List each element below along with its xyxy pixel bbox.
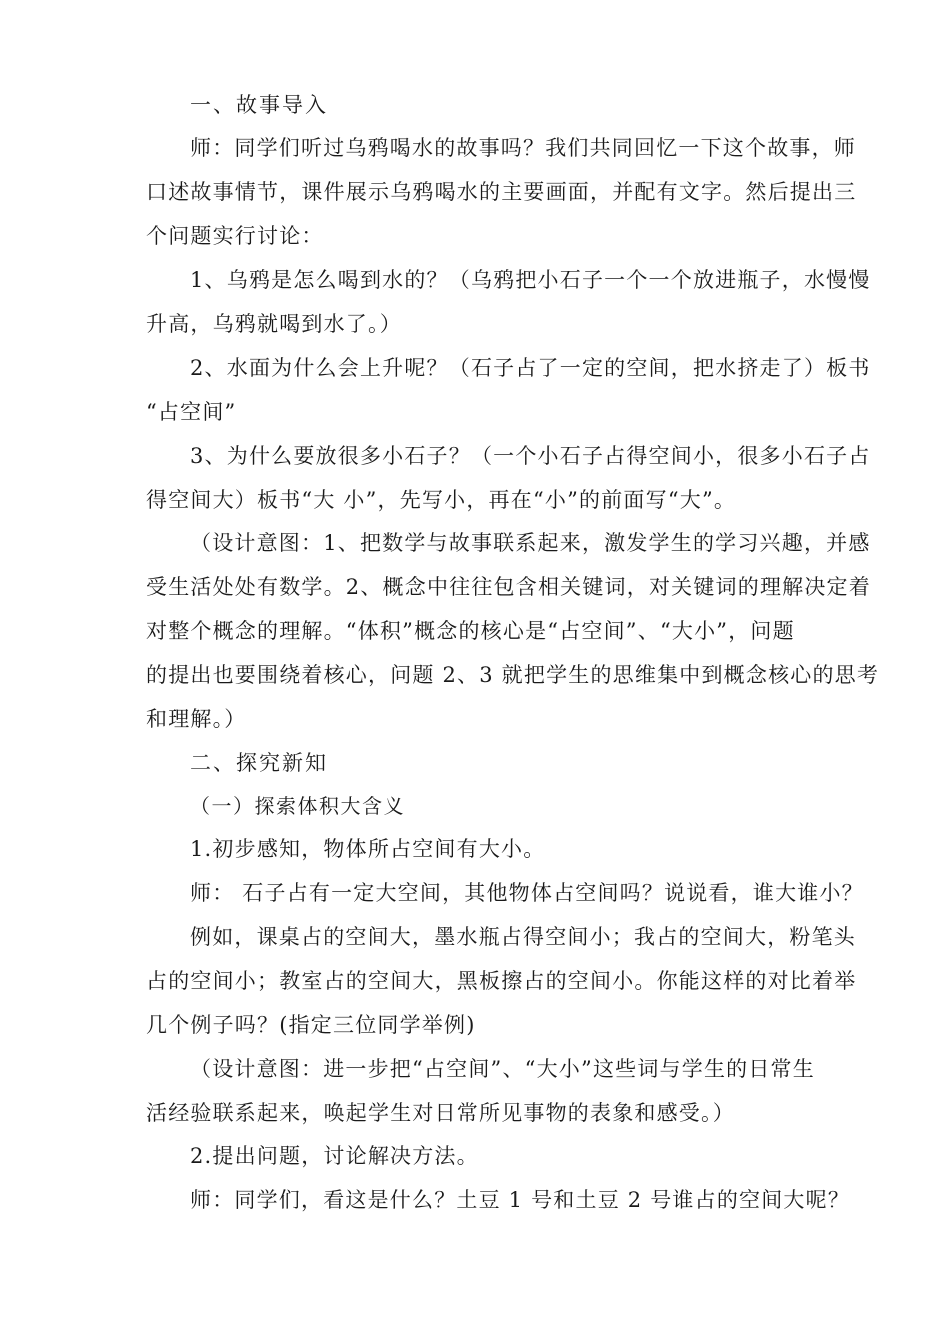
paragraph-line: 的提出也要围绕着核心，问题 2、3 就把学生的思维集中到概念核心的思考	[146, 663, 880, 687]
paragraph-line: 个问题实行讨论：	[146, 224, 324, 248]
step-heading: 1.初步感知，物体所占空间有大小。	[190, 837, 546, 861]
design-intent-line: （设计意图：进一步把“占空间”、“大小”这些词与学生的日常生	[190, 1057, 815, 1081]
paragraph-line: 口述故事情节，课件展示乌鸦喝水的主要画面，并配有文字。然后提出三	[146, 180, 857, 204]
paragraph-line: 得空间大）板书“大 小”，先写小，再在“小”的前面写“大”。	[146, 488, 737, 512]
paragraph-line: 活经验联系起来，唤起学生对日常所见事物的表象和感受。）	[146, 1101, 735, 1125]
paragraph-line: 升高，乌鸦就喝到水了。）	[146, 312, 402, 336]
paragraph-line: “占空间”	[146, 400, 237, 424]
question-1-line: 1、乌鸦是怎么喝到水的？（乌鸦把小石子一个一个放进瓶子，水慢慢	[190, 268, 871, 292]
section-heading-story-intro: 一、故事导入	[190, 93, 328, 117]
paragraph-line: 师：同学们，看这是什么？土豆 1 号和土豆 2 号谁占的空间大呢？	[190, 1188, 851, 1212]
subsection-heading: （一）探索体积大含义	[190, 794, 405, 818]
design-intent-line: （设计意图：1、把数学与故事联系起来，激发学生的学习兴趣，并感	[190, 531, 871, 555]
question-2-line: 2、水面为什么会上升呢？（石子占了一定的空间，把水挤走了）板书	[190, 356, 871, 380]
question-3-line: 3、为什么要放很多小石子？（一个小石子占得空间小，很多小石子占	[190, 444, 871, 468]
paragraph-line: 和理解。）	[146, 707, 247, 731]
paragraph-line: 师：同学们听过乌鸦喝水的故事吗？我们共同回忆一下这个故事，师	[190, 136, 856, 160]
paragraph-line: 占的空间小；教室占的空间大，黑板擦占的空间小。你能这样的对比着举	[146, 969, 857, 993]
paragraph-line: 受生活处处有数学。2、概念中往往包含相关键词，对关键词的理解决定着	[146, 575, 871, 599]
paragraph-line: 几个例子吗？(指定三位同学举例)	[146, 1013, 476, 1037]
paragraph-line: 对整个概念的理解。“体积”概念的核心是“占空间”、“大小”，问题	[146, 619, 795, 643]
step-heading: 2.提出问题，讨论解决方法。	[190, 1144, 479, 1168]
paragraph-line: 例如，课桌占的空间大，墨水瓶占得空间小；我占的空间大，粉笔头	[190, 925, 856, 949]
section-heading-explore: 二、探究新知	[190, 751, 328, 775]
paragraph-line: 师： 石子占有一定大空间，其他物体占空间吗？说说看，谁大谁小？	[190, 881, 864, 905]
